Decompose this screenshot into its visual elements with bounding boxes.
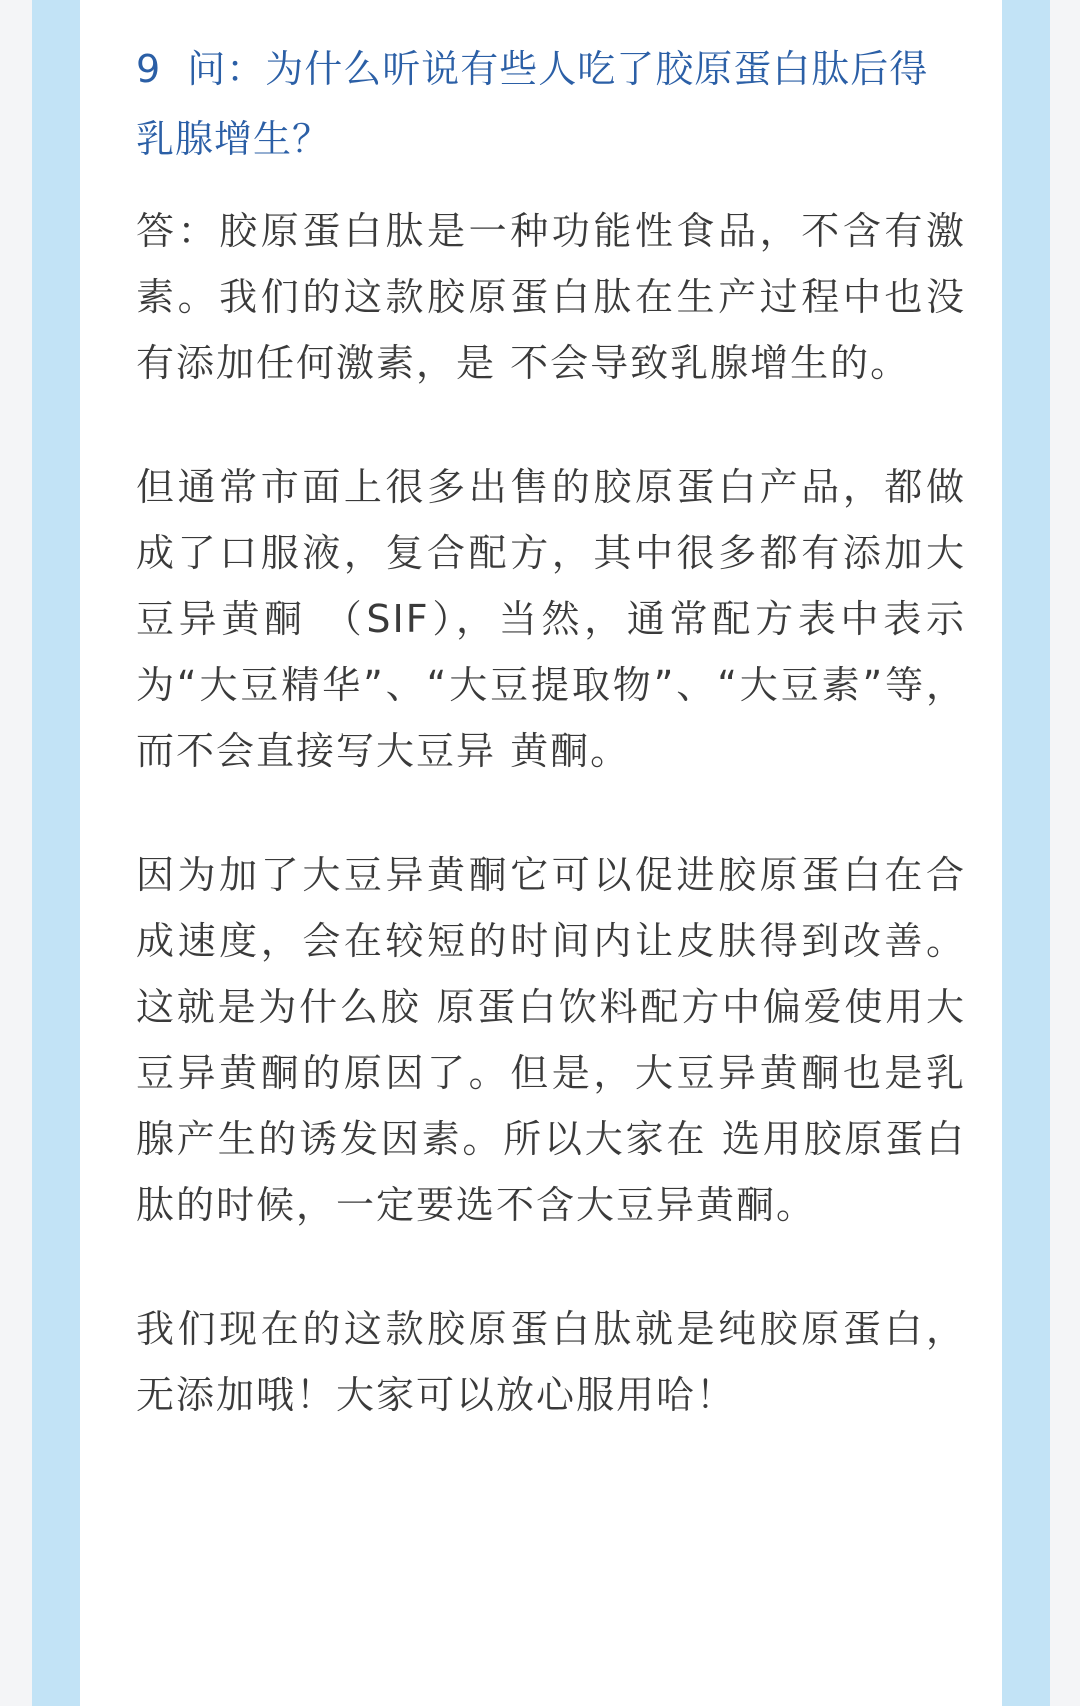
answer-paragraph-3: 因为加了大豆异黄酮它可以促进胶原蛋白在合成速度，会在较短的时间内让皮肤得到改善。这就是为什么胶 原蛋白饮料配方中偏爱使用大豆异黄酮的原因了。但是，大豆异黄酮也是乳腺产生的诱发因素。所以大家在 选用胶原蛋白肽的时候，一定要选不含大豆异黄酮。 [136, 853, 966, 1227]
left-side-stripe [32, 0, 80, 1706]
answer-paragraph-1: 答：胶原蛋白肽是一种功能性食品，不含有激素。我们的这款胶原蛋白肽在生产过程中也没有添加任何激素，是 不会导致乳腺增生的。 [136, 209, 966, 385]
article-card [80, 0, 1002, 1706]
question-text: 问：为什么听说有些人吃了胶原蛋白肽后得乳腺增生？ [136, 47, 929, 161]
article-content [136, 34, 966, 1486]
question-number: 9 [136, 47, 162, 91]
answer-paragraph-2: 但通常市面上很多出售的胶原蛋白产品，都做成了口服液，复合配方，其中很多都有添加大豆异黄酮 （SIF），当然，通常配方表中表示为“大豆精华”、“大豆提取物”、“大豆素”等，而不会直接写大豆异 黄酮。 [136, 465, 966, 773]
right-side-stripe [1002, 0, 1050, 1706]
question-heading [136, 34, 966, 174]
answer-paragraph-4: 我们现在的这款胶原蛋白肽就是纯胶原蛋白，无添加哦！大家可以放心服用哈！ [136, 1307, 966, 1417]
